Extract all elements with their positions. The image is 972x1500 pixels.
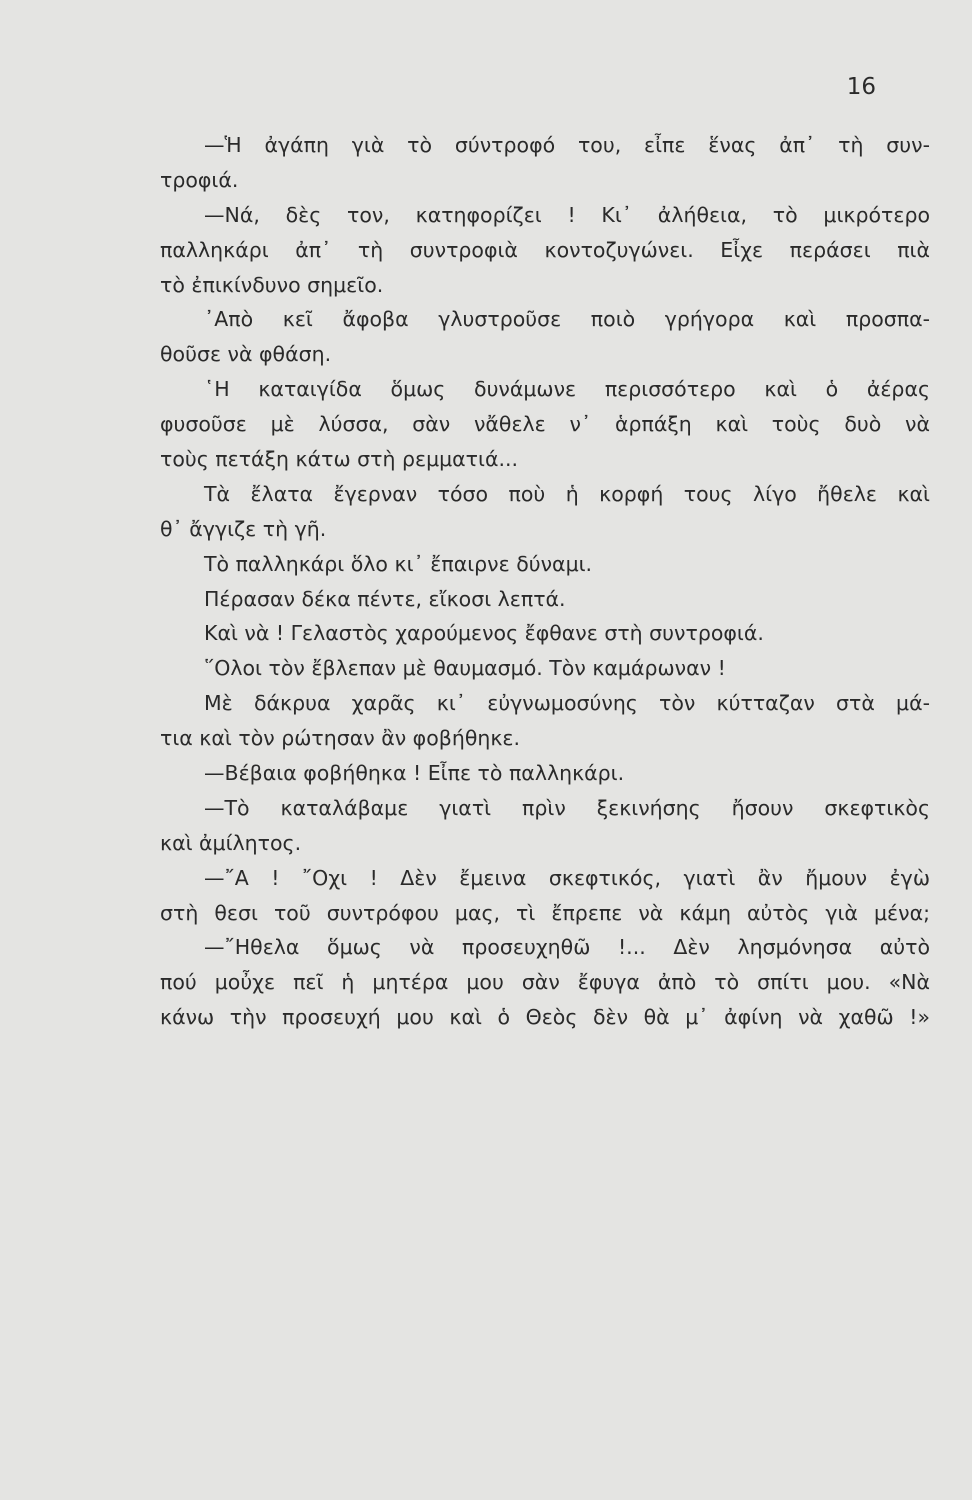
- text-line: τοὺς πετάξη κάτω στὴ ρεμματιά...: [160, 447, 519, 472]
- text-line: παλληκάρι ἀπ᾿ τὴ συντροφιὰ κοντοζυγώνει. Εἶχε περάσει πιὰ: [160, 237, 930, 262]
- text-line: ᾿Απὸ κεῖ ἄφοβα γλυστροῦσε ποιὸ γρήγορα καὶ προσπα-: [204, 307, 930, 332]
- text-line: —Βέβαια φοβήθηκα ! Εἶπε τὸ παλληκάρι.: [204, 761, 625, 786]
- text-line: —Τὸ καταλάβαμε γιατὶ πρὶν ξεκινήσης ἤσουν σκεφτικὸς: [204, 795, 930, 820]
- text-line: Καὶ νὰ ! Γελαστὸς χαρούμενος ἔφθανε στὴ συντροφιά.: [204, 621, 764, 646]
- text-line: —Νά, δὲς τον, κατηφορίζει ! Κι᾿ ἀλήθεια, τὸ μικρότερο: [204, 202, 930, 227]
- text-line: Τὸ παλληκάρι ὅλο κι᾿ ἔπαιρνε δύναμι.: [204, 551, 593, 576]
- body-text: [160, 128, 930, 1035]
- page-number: 16: [846, 74, 876, 100]
- text-line: στὴ θεσι τοῦ συντρόφου μας, τὶ ἔπρεπε νὰ κάμη αὐτὸς γιὰ μένα;: [160, 900, 930, 925]
- text-line: φυσοῦσε μὲ λύσσα, σὰν νἄθελε ν᾿ ἁρπάξη καὶ τοὺς δυὸ νὰ: [160, 412, 930, 437]
- text-line: τροφιά.: [160, 167, 239, 192]
- text-line: κάνω τὴν προσευχή μου καὶ ὁ Θεὸς δὲν θὰ μ᾿ ἀφίνη νὰ χαθῶ !»: [160, 1005, 930, 1030]
- text-line: ῞Ολοι τὸν ἔβλεπαν μὲ θαυμασμό. Τὸν καμάρωναν !: [204, 656, 726, 681]
- text-line: Μὲ δάκρυα χαρᾶς κι᾿ εὐγνωμοσύνης τὸν κύτταζαν στὰ μά-: [204, 691, 930, 716]
- text-line: Πέρασαν δέκα πέντε, εἴκοσι λεπτά.: [204, 586, 566, 611]
- text-line: τια καὶ τὸν ρώτησαν ἂν φοβήθηκε.: [160, 726, 521, 751]
- text-line: Τὰ ἔλατα ἔγερναν τόσο ποὺ ἡ κορφή τους λίγο ἤθελε καὶ: [204, 481, 930, 506]
- text-line: —Ἡ ἀγάπη γιὰ τὸ σύντροφό του, εἶπε ἕνας ἀπ᾿ τὴ συν-: [204, 133, 930, 157]
- text-line: ῾Η καταιγίδα ὅμως δυνάμωνε περισσότερο καὶ ὁ ἀέρας: [204, 377, 930, 402]
- text-line: θ᾿ ἄγγιζε τὴ γῆ.: [160, 516, 327, 541]
- text-line: τὸ ἐπικίνδυνο σημεῖο.: [160, 272, 384, 297]
- text-line: πού μοὖχε πεῖ ἡ μητέρα μου σὰν ἔφυγα ἀπὸ τὸ σπίτι μου. «Νὰ: [160, 970, 930, 995]
- text-line: θοῦσε νὰ φθάση.: [160, 342, 332, 367]
- text-line: —῎Α ! ῎Οχι ! Δὲν ἔμεινα σκεφτικός, γιατὶ ἂν ἤμουν ἐγὼ: [204, 865, 930, 890]
- text-line: καὶ ἀμίλητος.: [160, 830, 302, 855]
- text-line: —῎Ηθελα ὅμως νὰ προσευχηθῶ !... Δὲν λησμόνησα αὐτὸ: [204, 935, 930, 960]
